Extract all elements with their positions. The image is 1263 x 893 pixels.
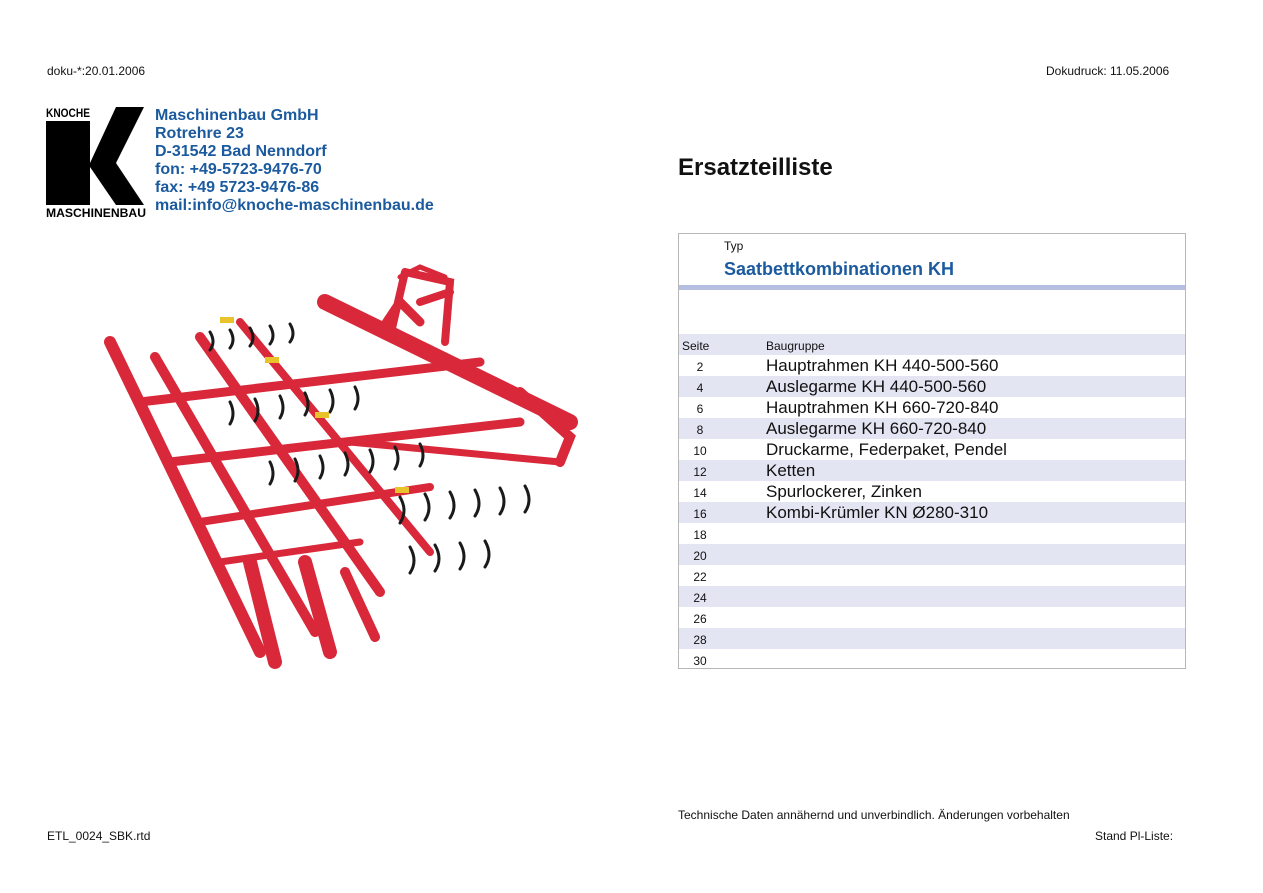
company-phone: fon: +49-5723-9476-70 [155, 161, 322, 178]
company-email[interactable]: mail:info@knoche-maschinenbau.de [155, 197, 434, 214]
company-fax: fax: +49 5723-9476-86 [155, 179, 320, 196]
disclaimer-note: Technische Daten annähernd und unverbindlich. Änderungen vorbehalten [678, 808, 1070, 822]
svg-text:KNOCHE: KNOCHE [46, 106, 90, 120]
row-page: 14 [693, 486, 707, 500]
table-row[interactable] [679, 460, 1185, 481]
svg-text:MASCHINENBAU: MASCHINENBAU [46, 206, 146, 217]
company-street: Rotrehre 23 [155, 125, 244, 142]
row-page: 2 [696, 360, 704, 374]
company-name: Maschinenbau GmbH [155, 107, 319, 124]
table-row[interactable] [679, 502, 1185, 523]
table-header [679, 334, 1185, 355]
row-page: 28 [693, 633, 707, 647]
table-row[interactable] [679, 376, 1185, 397]
row-group: Kombi-Krümler KN Ø280-310 [766, 503, 989, 522]
page-title: Ersatzteilliste [678, 154, 833, 181]
row-page: 30 [693, 654, 707, 668]
row-group: Hauptrahmen KH 440-500-560 [766, 356, 999, 375]
table-row[interactable] [679, 481, 1185, 502]
column-header-page: Seite [682, 339, 710, 353]
table-row[interactable] [679, 565, 1185, 586]
parts-index-table [678, 233, 1186, 669]
row-page: 6 [696, 402, 704, 416]
row-page: 16 [693, 507, 707, 521]
row-group: Auslegarme KH 660-720-840 [766, 419, 987, 438]
table-row[interactable] [679, 439, 1185, 460]
row-page: 12 [693, 465, 707, 479]
type-divider [679, 285, 1185, 290]
row-page: 4 [696, 381, 704, 395]
column-header-group: Baugruppe [766, 339, 825, 353]
row-page: 24 [693, 591, 707, 605]
row-page: 22 [693, 570, 707, 584]
table-row[interactable] [679, 544, 1185, 565]
table-row[interactable] [679, 628, 1185, 649]
row-page: 10 [693, 444, 707, 458]
company-city: D-31542 Bad Nenndorf [155, 143, 327, 160]
table-row[interactable] [679, 355, 1185, 376]
table-row[interactable] [679, 397, 1185, 418]
row-page: 8 [696, 423, 704, 437]
document-date: doku-*:20.01.2006 [47, 64, 146, 78]
table-row[interactable] [679, 418, 1185, 439]
table-row[interactable] [679, 607, 1185, 628]
type-value: Saatbettkombinationen KH [724, 259, 955, 279]
type-label: Typ [724, 239, 744, 253]
row-group: Druckarme, Federpaket, Pendel [766, 440, 1007, 459]
row-page: 18 [693, 528, 707, 542]
row-group: Auslegarme KH 440-500-560 [766, 377, 987, 396]
company-logo [46, 105, 146, 217]
row-page: 26 [693, 612, 707, 626]
file-name: ETL_0024_SBK.rtd [47, 829, 151, 843]
table-row[interactable] [679, 523, 1185, 544]
row-group: Hauptrahmen KH 660-720-840 [766, 398, 999, 417]
row-page: 20 [693, 549, 707, 563]
machine-image [100, 262, 600, 672]
table-row[interactable] [679, 649, 1185, 670]
print-date: Dokudruck: 11.05.2006 [1046, 64, 1170, 78]
row-group: Ketten [766, 461, 816, 480]
table-row[interactable] [679, 586, 1185, 607]
row-group: Spurlockerer, Zinken [766, 482, 922, 501]
company-address [155, 107, 434, 215]
price-list-status: Stand Pl-Liste: [1095, 829, 1174, 843]
